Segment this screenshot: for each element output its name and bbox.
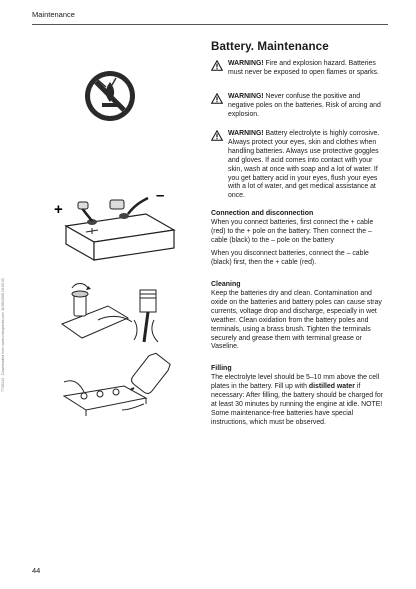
no-open-flame-icon — [82, 68, 138, 124]
minus-label: – — [156, 187, 165, 204]
warning-triangle-icon — [211, 60, 223, 71]
filling-text-start: The electrolyte level should be 5–10 mm above the cell plates in the battery. Fill up with — [211, 374, 380, 390]
section-title-filling: Filling — [211, 365, 232, 372]
warning-fire — [211, 60, 383, 78]
page-number: 44 — [32, 566, 41, 575]
warning-text: Never confuse the positive and negative poles on the batteries. Risk of arcing and explosion. — [228, 93, 381, 118]
warning-text: Fire and explosion hazard. Batteries must never be exposed to open flames or sparks. — [228, 60, 379, 76]
connection-paragraph-1: When you connect batteries, first connect the + cable (red) to the + pole on the battery. Then connect the – cable (black) to the – pole on the battery — [211, 219, 374, 244]
warning-electrolyte — [211, 130, 383, 201]
warning-triangle-icon — [211, 130, 223, 141]
section-title-connection: Connection and disconnection — [211, 210, 314, 217]
battery-filling-illustration — [60, 352, 180, 418]
cleaning-paragraph: Keep the batteries dry and clean. Contamination and oxide on the batteries and battery poles can cause stray currents, voltage drop and discharge, especially in wet weather. Clean oxidation from the battery poles and terminals, using a brass brush. Tighten the terminals securely and grease them with terminal grease or Vaseline. — [211, 290, 382, 351]
section-title-cleaning: Cleaning — [211, 281, 241, 288]
download-note: 7745143 · Downloaded from www.volvopenta.com 11/05/2008 15:03:33 — [1, 278, 5, 392]
warning-triangle-icon — [211, 93, 223, 104]
plus-label: + — [54, 201, 63, 218]
filling-paragraph — [211, 374, 383, 427]
warning-label: WARNING! — [228, 130, 264, 137]
connection-paragraph-2: When you disconnect batteries, connect the – cable (black) first, then the + cable (red). — [211, 250, 369, 266]
page-title: Battery. Maintenance — [211, 40, 329, 53]
battery-connection-illustration — [52, 180, 182, 268]
battery-cleaning-illustration — [58, 280, 178, 348]
warning-polarity — [211, 93, 383, 120]
filling-text-bold: distilled water — [308, 382, 355, 390]
warning-label: WARNING! — [228, 93, 264, 100]
filling-text-end: if necessary: After filling, the battery should be charged for at least 30 minutes by running the engine at idle. NOTE! Some maintenance-free batteries have special instructions, which must be observed. — [211, 382, 383, 426]
header-rule — [32, 24, 388, 25]
warning-text: Battery electrolyte is highly corrosive. Always protect your eyes, skin and clothes when handling batteries. Always use protective goggles and gloves. If acid comes into contact with your skin, wash at once with soap and a lot of water. If you get battery acid in your eyes, flush your eyes with a lot of water, and get medical assistance at once. — [228, 130, 380, 200]
running-header: Maintenance — [32, 10, 75, 19]
warning-label: WARNING! — [228, 60, 264, 67]
